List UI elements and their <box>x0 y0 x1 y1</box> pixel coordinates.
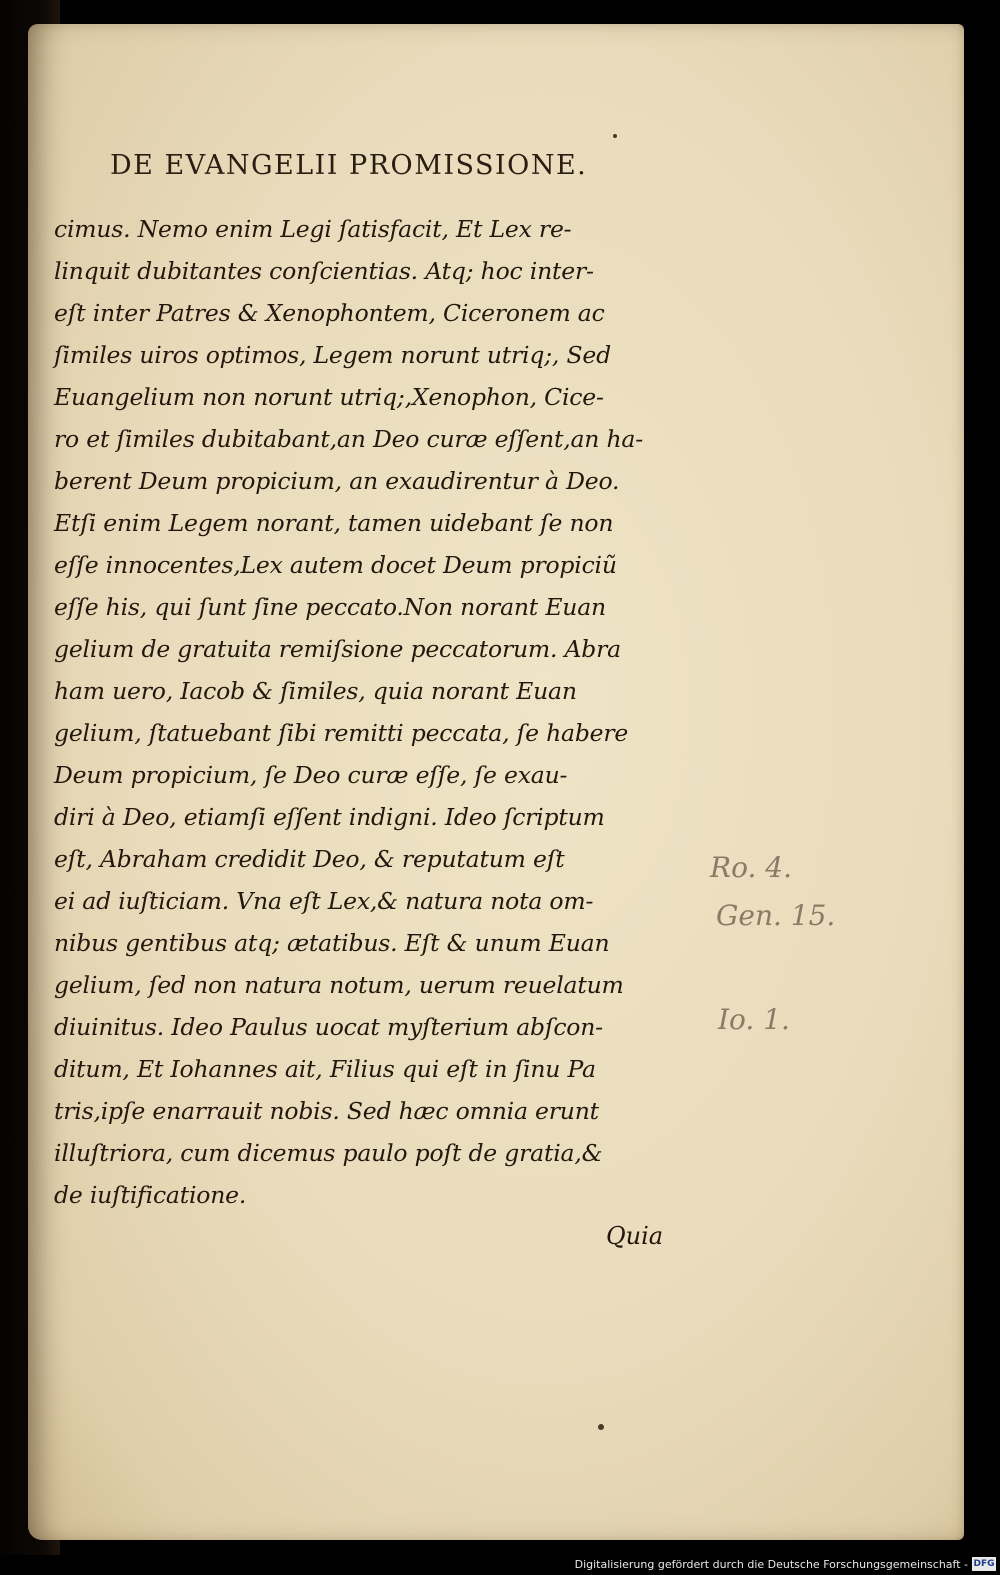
marginal-note: Ro. 4. <box>710 851 792 884</box>
text-line: diuinitus. Ideo Paulus uocat myſterium abſcon- <box>54 1013 603 1041</box>
text-line: de iuſtificatione. <box>54 1181 247 1209</box>
text-line: cimus. Nemo enim Legi ſatisfacit, Et Lex re- <box>54 215 572 243</box>
text-line: eſt, Abraham credidit Deo, & reputatum eſt <box>54 845 565 873</box>
text-line: berent Deum propicium, an exaudirentur à Deo. <box>54 467 620 495</box>
marginal-note: Io. 1. <box>718 1003 790 1036</box>
handwritten-marginalia <box>698 844 858 1094</box>
running-head: DE EVANGELII PROMISSIONE. <box>110 150 588 181</box>
text-line: Euangelium non norunt utriq;,Xenophon, Cice- <box>54 383 604 411</box>
text-line: Etſi enim Legem norant, tamen uidebant ſe non <box>54 509 614 537</box>
text-line: eſſe innocentes,Lex autem docet Deum propiciũ <box>54 551 617 579</box>
text-line: gelium de gratuita remiſsione peccatorum. Abra <box>54 635 621 663</box>
text-line: gelium, ſtatuebant ſibi remitti peccata, ſe habere <box>54 719 629 747</box>
text-line: eſſe his, qui ſunt ſine peccato.Non norant Euan <box>54 593 606 621</box>
body-text <box>54 208 694 1216</box>
ink-speck <box>598 1424 604 1430</box>
digitization-credit: Digitalisierung gefördert durch die Deutsche Forschungsgemeinschaft - <box>574 1558 968 1571</box>
text-line: ei ad iuſticiam. Vna eſt Lex,& natura nota om- <box>54 887 594 915</box>
text-line: ro et ſimiles dubitabant,an Deo curæ eſſent,an ha- <box>54 425 643 453</box>
text-line: illuſtriora, cum dicemus paulo poſt de gratia,& <box>54 1139 603 1167</box>
catchword: Quia <box>606 1222 664 1250</box>
text-line: ſimiles uiros optimos, Legem norunt utriq;, Sed <box>54 341 611 369</box>
text-line: tris,ipſe enarrauit nobis. Sed hæc omnia erunt <box>54 1097 599 1125</box>
marginal-note: Gen. 15. <box>716 899 836 932</box>
book-page <box>28 24 964 1540</box>
text-line: ham uero, Iacob & ſimiles, quia norant Euan <box>54 677 577 705</box>
text-line: diri à Deo, etiamſi eſſent indigni. Ideo ſcriptum <box>54 803 605 831</box>
ink-speck <box>613 134 617 138</box>
text-line: ditum, Et Iohannes ait, Filius qui eſt in ſinu Pa <box>54 1055 596 1083</box>
text-line: linquit dubitantes conſcientias. Atq; hoc inter- <box>54 257 594 285</box>
dfg-logo: DFG <box>973 1559 995 1569</box>
text-line: gelium, ſed non natura notum, uerum reuelatum <box>54 971 624 999</box>
text-line: Deum propicium, ſe Deo curæ eſſe, ſe exau- <box>54 761 568 789</box>
text-line: nibus gentibus atq; ætatibus. Eſt & unum Euan <box>54 929 610 957</box>
text-line: eſt inter Patres & Xenophontem, Ciceronem ac <box>54 299 605 327</box>
